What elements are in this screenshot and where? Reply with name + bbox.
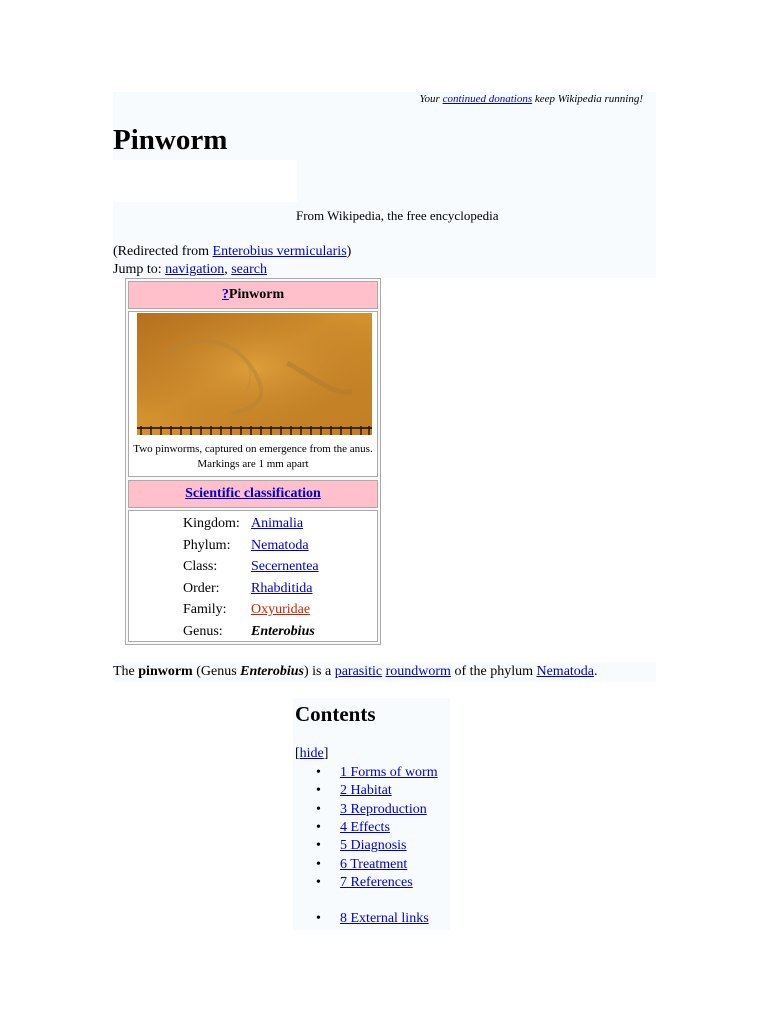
intro-paragraph xyxy=(113,663,598,680)
image-caption: Two pinworms, captured on emergence from the anus. Markings are 1 mm apart xyxy=(133,443,373,470)
rank-label: Family: xyxy=(183,602,227,617)
rank-label: Class: xyxy=(183,559,218,574)
title-background xyxy=(113,160,297,202)
taxobox-title xyxy=(128,281,378,309)
taxon-link[interactable]: Nematoda xyxy=(251,538,309,553)
intro-text: of the phylum xyxy=(450,664,537,679)
toc-link[interactable]: 8 External links xyxy=(340,911,429,926)
intro-text: . xyxy=(594,664,598,679)
toc-item xyxy=(316,819,390,836)
toc-item xyxy=(316,874,413,891)
redirect-source-link[interactable]: Enterobius vermicularis xyxy=(212,244,347,259)
toc-link[interactable]: 7 References xyxy=(340,875,413,890)
parasitic-link[interactable]: parasitic xyxy=(334,664,383,679)
jump-to xyxy=(113,261,267,278)
classification-row xyxy=(183,558,319,575)
page-title: Pinworm xyxy=(113,124,228,156)
redirect-suffix: ) xyxy=(346,244,352,259)
toc-item xyxy=(316,837,407,854)
genus-name: Enterobius xyxy=(251,624,315,639)
toc-item xyxy=(316,856,407,873)
bullet-icon: • xyxy=(316,875,321,890)
taxobox-name: Pinworm xyxy=(228,287,285,302)
toc-toggle xyxy=(295,745,328,762)
bullet-icon: • xyxy=(316,838,321,853)
nematoda-link[interactable]: Nematoda xyxy=(536,664,595,679)
taxobox-image-cell xyxy=(128,311,378,477)
classification-table xyxy=(128,510,378,642)
scientific-classification-link[interactable]: Scientific classification xyxy=(185,486,321,501)
roundworm-link[interactable]: roundworm xyxy=(385,664,451,679)
jump-to-label: Jump to: xyxy=(113,262,166,277)
classification-header xyxy=(128,480,378,508)
classification-row xyxy=(183,515,303,532)
taxon-link[interactable]: Secernentea xyxy=(251,559,319,574)
toc-title: Contents xyxy=(295,702,376,726)
classification-row xyxy=(183,623,315,640)
pinworm-photo[interactable] xyxy=(137,313,372,435)
toc-link[interactable]: 3 Reproduction xyxy=(340,802,427,817)
toc-item xyxy=(316,782,392,799)
bullet-icon: • xyxy=(316,857,321,872)
rank-label: Phylum: xyxy=(183,538,231,553)
site-notice xyxy=(113,93,643,105)
taxobox-help-link[interactable]: ? xyxy=(221,287,229,302)
toc-hide-link[interactable]: hide xyxy=(299,746,324,761)
intro-text: ) is a xyxy=(303,664,335,679)
classification-row xyxy=(183,537,309,554)
bracket: ] xyxy=(323,746,329,761)
taxon-link[interactable]: Animalia xyxy=(251,516,304,531)
bracket: [ xyxy=(295,746,300,761)
toc-item xyxy=(316,910,429,927)
intro-text: (Genus xyxy=(192,664,241,679)
redirect-notice xyxy=(113,243,351,260)
bullet-icon: • xyxy=(316,765,321,780)
jump-separator: , xyxy=(224,262,232,277)
toc-link[interactable]: 4 Effects xyxy=(340,820,390,835)
intro-text: The xyxy=(113,664,139,679)
toc-item xyxy=(316,801,427,818)
rank-label: Genus: xyxy=(183,624,223,639)
intro-genus: Enterobius xyxy=(240,664,304,679)
bullet-icon: • xyxy=(316,802,321,817)
taxon-link[interactable]: Rhabditida xyxy=(251,581,313,596)
site-notice-text: Your xyxy=(419,93,443,105)
redirect-prefix: (Redirected from xyxy=(113,244,213,259)
toc-link[interactable]: 1 Forms of worm xyxy=(340,765,438,780)
jump-search-link[interactable]: search xyxy=(231,262,267,277)
site-subtitle: From Wikipedia, the free encyclopedia xyxy=(296,208,499,223)
rank-label: Order: xyxy=(183,581,220,596)
bullet-icon: • xyxy=(316,820,321,835)
site-notice-text-end: keep Wikipedia running! xyxy=(532,93,643,105)
toc-link[interactable]: 2 Habitat xyxy=(340,783,392,798)
jump-navigation-link[interactable]: navigation xyxy=(165,262,225,277)
intro-bold-term: pinworm xyxy=(138,664,193,679)
rank-label: Kingdom: xyxy=(183,516,240,531)
classification-row xyxy=(183,601,310,618)
classification-row xyxy=(183,580,312,597)
toc-link[interactable]: 6 Treatment xyxy=(340,857,408,872)
toc-link[interactable]: 5 Diagnosis xyxy=(340,838,407,853)
bullet-icon: • xyxy=(316,783,321,798)
taxon-link-missing[interactable]: Oxyuridae xyxy=(251,602,311,617)
donations-link[interactable]: continued donations xyxy=(442,93,533,105)
bullet-icon: • xyxy=(316,911,321,926)
taxobox xyxy=(125,278,381,645)
toc-item xyxy=(316,764,438,781)
